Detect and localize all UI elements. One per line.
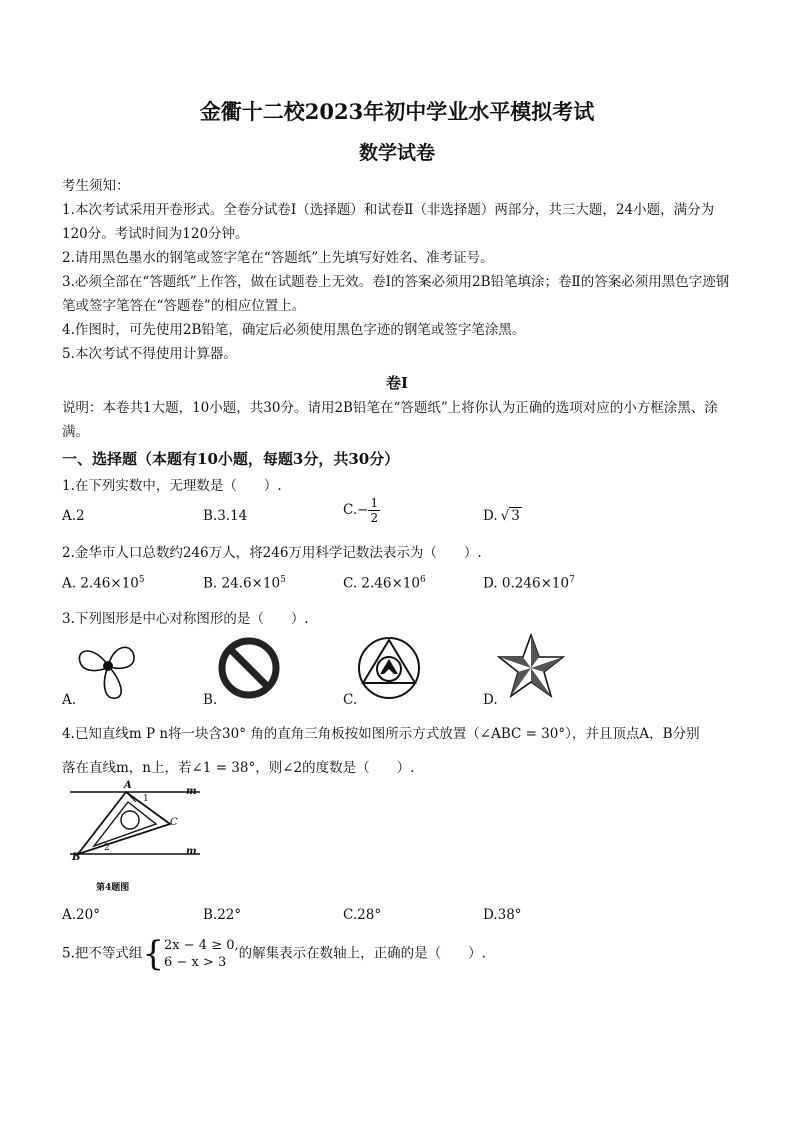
q2-option-b bbox=[203, 575, 286, 592]
q2-c-base: C. 2.46×10 bbox=[343, 575, 420, 592]
q3-option-d: D. bbox=[483, 692, 498, 708]
no-sign-figure bbox=[216, 635, 282, 701]
q2-b-exp: 5 bbox=[280, 575, 286, 585]
q4-label-2: 2 bbox=[104, 843, 110, 853]
q1-c-numerator: 1 bbox=[370, 496, 379, 510]
q4-label-m: m bbox=[186, 786, 197, 797]
q4-figure-caption: 第4题图 bbox=[96, 883, 130, 893]
notice-item-1: 1.本次考试采用开卷形式。全卷分试卷Ⅰ（选择题）和试卷Ⅱ（非选择题）两部分，共三大题，24小题，满分为120分。考试时间为120分钟。 bbox=[62, 202, 715, 242]
q1-d-radicand: 3 bbox=[511, 508, 520, 524]
notice-item-3: 3.必须全部在“答题纸”上作答，做在试题卷上无效。卷Ⅰ的答案必须用2B铅笔填涂；卷Ⅱ的答案必须用黑色字迹钢笔或签字笔答在“答题卷”的相应位置上。 bbox=[62, 274, 730, 314]
q2-d-exp: 7 bbox=[569, 575, 575, 585]
page-title: 金衢十二校2023年初中学业水平模拟考试 bbox=[199, 99, 595, 124]
page-subtitle: 数学试卷 bbox=[358, 142, 435, 164]
question-3-stem: 3.下列图形是中心对称图形的是（ ）. bbox=[62, 611, 309, 627]
q4-option-c: C.28° bbox=[343, 907, 382, 923]
q2-d-base: D. 0.246×10 bbox=[483, 575, 570, 592]
question-5-stem: 5.把不等式组{ 2x − 4 ≥ 0, 6 − x > 3 的解集表示在数轴上，正确的是（ ）. bbox=[62, 934, 486, 974]
q3-option-c: C. bbox=[343, 692, 358, 708]
q1-option-d-prefix: D. bbox=[483, 508, 498, 524]
q1-option-d: D. √ 3 bbox=[483, 508, 520, 524]
star-figure bbox=[496, 632, 566, 700]
section-label: 卷Ⅰ bbox=[385, 374, 409, 392]
fan-figure bbox=[74, 636, 140, 706]
question-1-stem: 1.在下列实数中，无理数是（ ）. bbox=[62, 478, 282, 494]
q4-label-B: B bbox=[72, 852, 81, 863]
question-4-stem-line2: 落在直线m，n上，若∠1 = 38°，则∠2的度数是（ ）. bbox=[62, 760, 415, 776]
q4-label-A: A bbox=[124, 780, 132, 791]
notice-item-5: 5.本次考试不得使用计算器。 bbox=[62, 346, 237, 362]
q2-c-exp: 6 bbox=[419, 575, 426, 585]
q4-label-1: 1 bbox=[143, 794, 149, 804]
q2-option-d bbox=[483, 575, 575, 592]
q5-inequality-1: 2x − 4 ≥ 0, bbox=[164, 938, 239, 953]
q2-option-c bbox=[343, 575, 426, 592]
question-2-stem: 2.金华市人口总数约246万人，将246万用科学记数法表示为（ ）. bbox=[62, 545, 482, 561]
q5-inequality-2: 6 − x > 3 bbox=[164, 955, 227, 970]
q2-a-base: A. 2.46×10 bbox=[62, 575, 139, 592]
q2-b-base: B. 24.6×10 bbox=[203, 575, 281, 592]
question-4-stem-line1: 4.已知直线m P n将一块含30° 角的直角三角板按如图所示方式放置（∠ABC = 30°），并且顶点A，B分别 bbox=[62, 726, 700, 742]
q4-option-b: B.22° bbox=[203, 907, 242, 923]
q5-stem-prefix: 5.把不等式组 bbox=[62, 945, 143, 962]
q3-option-a: A. bbox=[62, 692, 77, 708]
q2-option-a bbox=[62, 575, 145, 592]
notice-heading: 考生须知： bbox=[62, 178, 130, 194]
q4-label-C: C bbox=[170, 817, 178, 828]
q4-option-d: D.38° bbox=[483, 907, 522, 923]
q4-label-n: m bbox=[186, 846, 197, 857]
q1-option-c-prefix: C.− bbox=[343, 502, 369, 518]
q4-triangle-figure bbox=[64, 780, 204, 874]
notice-item-4: 4.作图时，可先使用2B铅笔，确定后必须使用黑色字迹的钢笔或签字笔涂黑。 bbox=[62, 322, 526, 338]
q1-option-a: A.2 bbox=[62, 508, 85, 524]
notice-item-2: 2.请用黑色墨水的钢笔或签字笔在“答题纸”上先填写好姓名、准考证号。 bbox=[62, 250, 494, 266]
section-instructions: 说明：本卷共1大题，10小题，共30分。请用2B铅笔在“答题纸”上将你认为正确的选项对应的小方框涂黑、涂满。 bbox=[62, 400, 718, 440]
triangle-circle-figure bbox=[356, 635, 422, 701]
q1-option-c bbox=[343, 496, 380, 525]
q1-c-denominator: 2 bbox=[370, 511, 379, 525]
q5-stem-suffix: 的解集表示在数轴上，正确的是（ ）. bbox=[238, 945, 486, 962]
q2-a-exp: 5 bbox=[138, 575, 145, 585]
section-heading: 一、选择题（本题有10小题，每题3分，共30分） bbox=[62, 450, 400, 468]
q3-option-b: B. bbox=[203, 692, 218, 708]
q4-option-a: A.20° bbox=[62, 907, 100, 923]
q1-option-b: B.3.14 bbox=[203, 508, 248, 524]
